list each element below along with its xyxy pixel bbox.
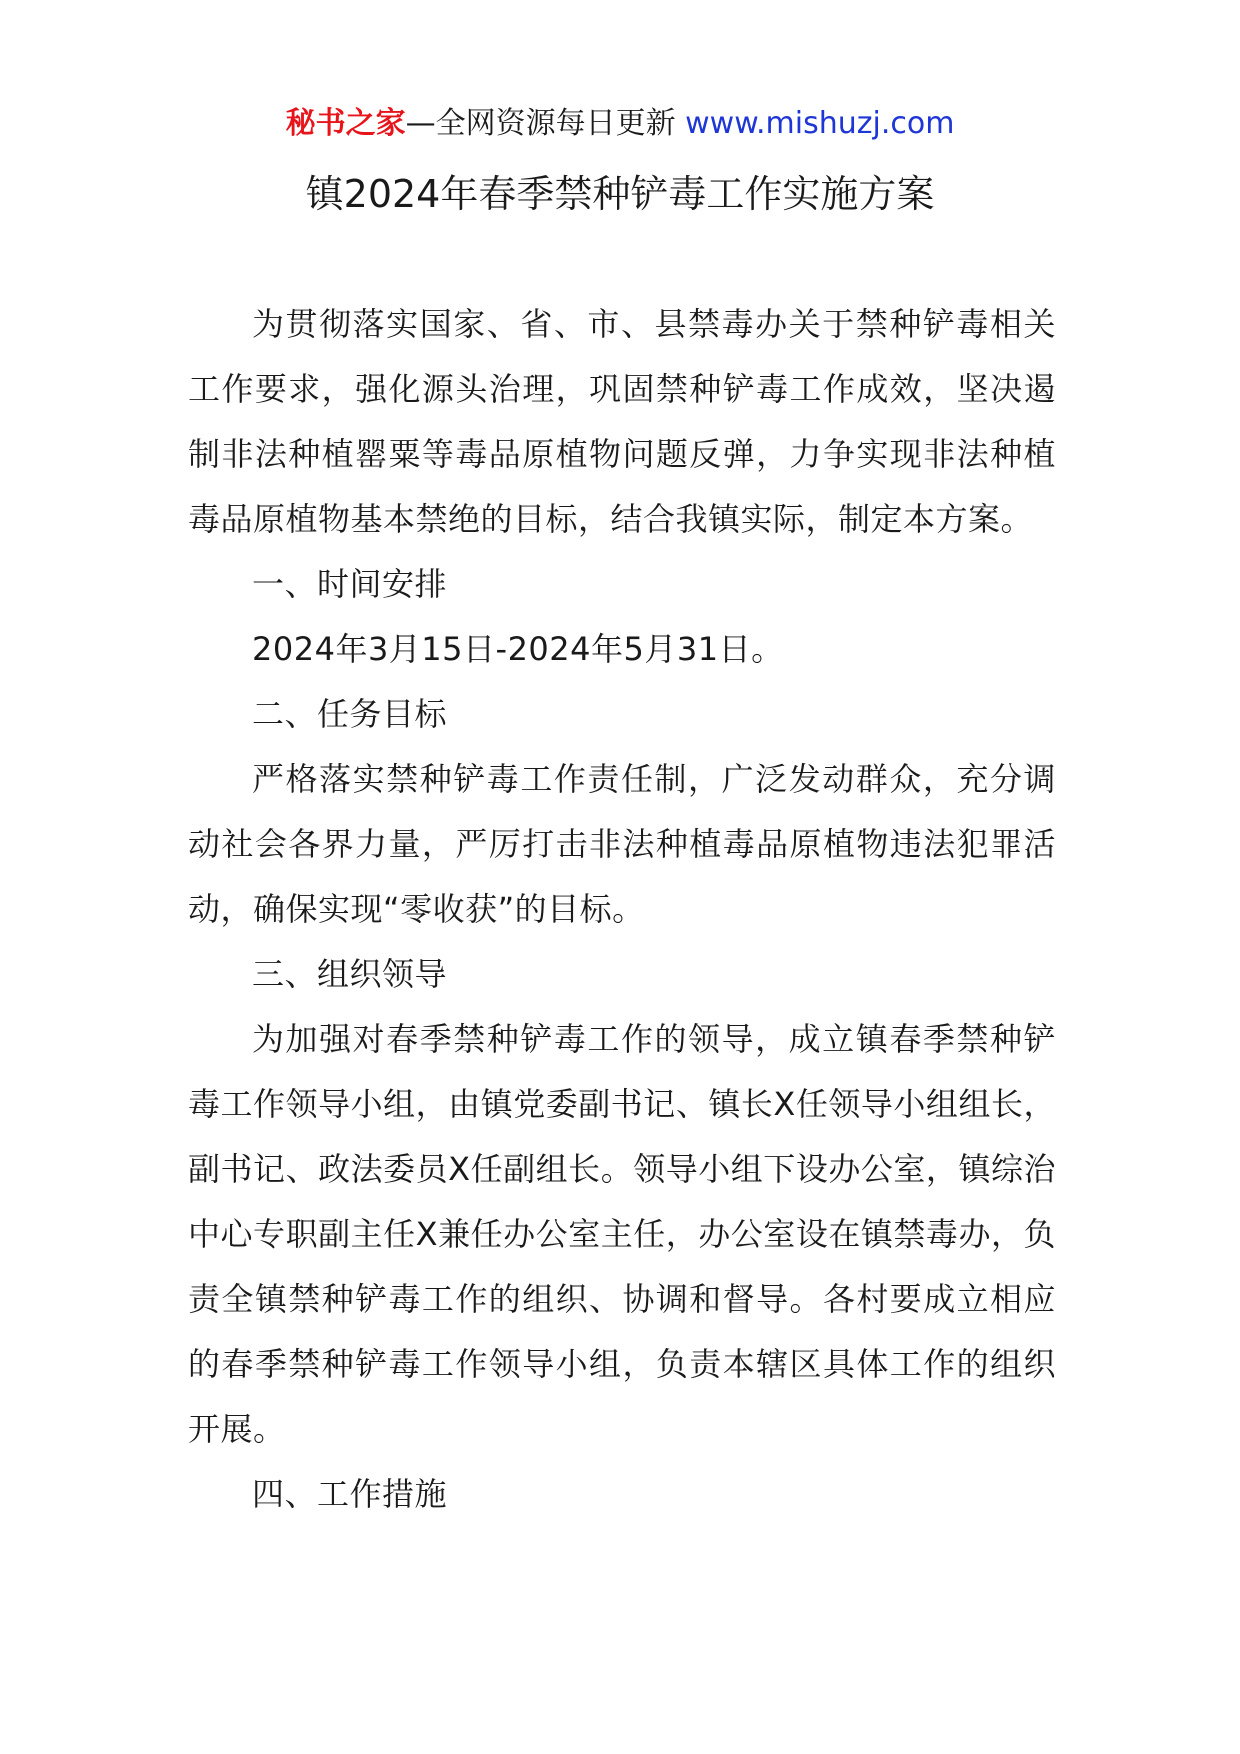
section-heading-goals: 二、任务目标 [252, 695, 448, 733]
site-banner [0, 102, 1240, 146]
banner-slogan: —全网资源每日更新 [405, 106, 686, 141]
site-url-link[interactable]: www.mishuzj.com [685, 106, 955, 141]
schedule-paragraph: 2024年3月15日-2024年5月31日。 [252, 630, 784, 668]
section-heading-leadership: 三、组织领导 [252, 955, 448, 993]
document-body [188, 292, 1056, 1527]
intro-paragraph: 为贯彻落实国家、省、市、县禁毒办关于禁种铲毒相关工作要求，强化源头治理，巩固禁种铲毒工作成效，坚决遏制非法种植罂粟等毒品原植物问题反弹，力争实现非法种植毒品原植物基本禁绝的目标，结合我镇实际，制定本方案。 [188, 305, 1056, 538]
brand-name: 秘书之家 [285, 106, 406, 141]
leadership-paragraph: 为加强对春季禁种铲毒工作的领导，成立镇春季禁种铲毒工作领导小组，由镇党委副书记、镇长X任领导小组组长，副书记、政法委员X任副组长。领导小组下设办公室，镇综治中心专职副主任X兼任办公室主任，办公室设在镇禁毒办，负责全镇禁种铲毒工作的组织、协调和督导。各村要成立相应的春季禁种铲毒工作领导小组，负责本辖区具体工作的组织开展。 [188, 1020, 1056, 1448]
goals-paragraph: 严格落实禁种铲毒工作责任制，广泛发动群众，充分调动社会各界力量，严厉打击非法种植毒品原植物违法犯罪活动，确保实现“零收获”的目标。 [188, 760, 1056, 928]
section-heading-schedule: 一、时间安排 [252, 565, 448, 603]
section-heading-measures: 四、工作措施 [252, 1475, 448, 1513]
document-title: 镇2024年春季禁种铲毒工作实施方案 [305, 172, 935, 216]
